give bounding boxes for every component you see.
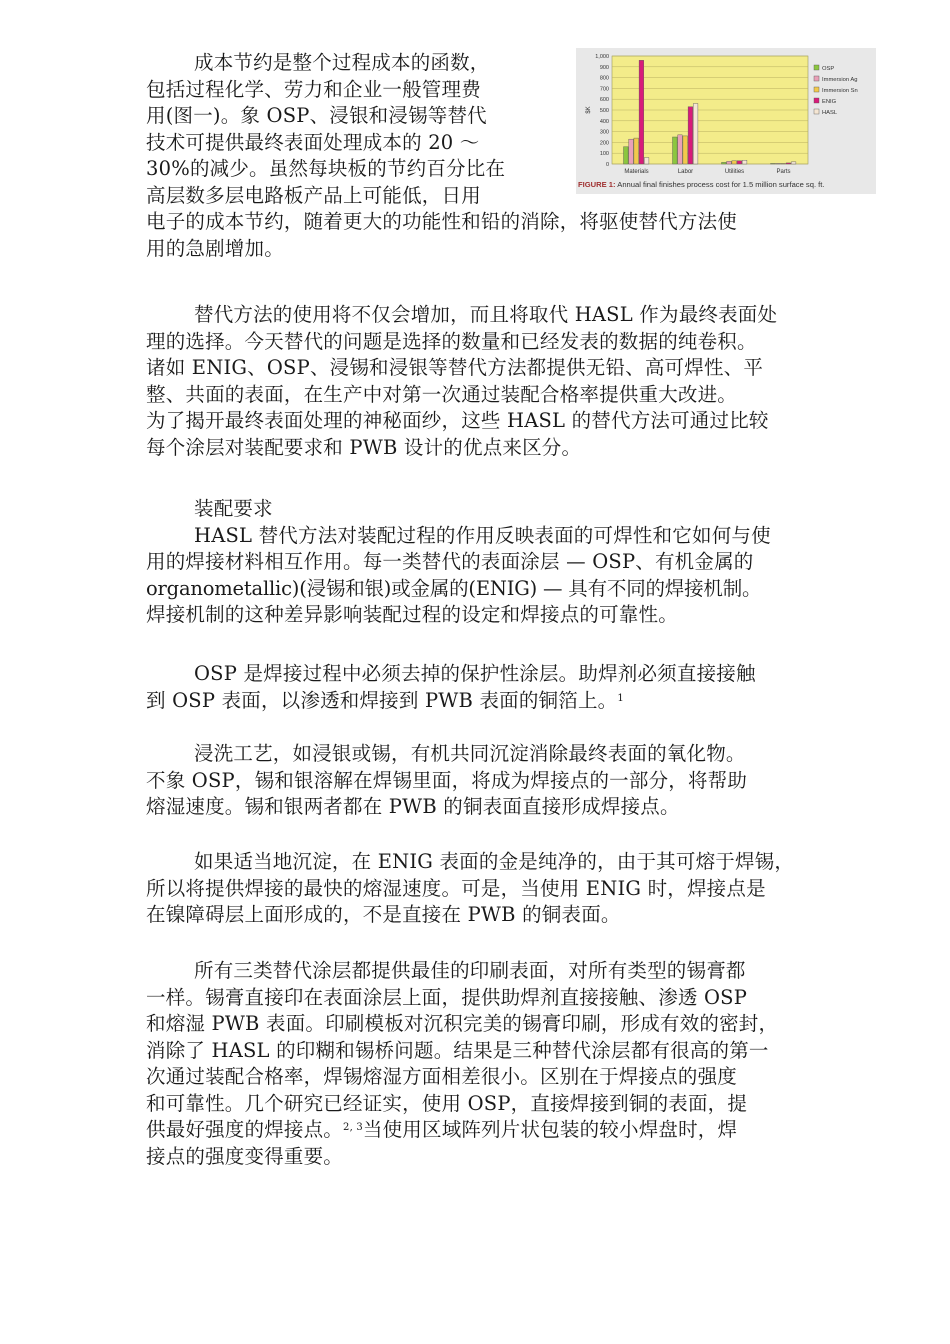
text-line [146, 688, 906, 715]
paragraph-4 [146, 661, 906, 714]
legend-label: HASL [822, 110, 838, 116]
bar [683, 136, 688, 164]
bar [644, 158, 649, 164]
y-tick-label: 700 [599, 86, 609, 93]
text-line: 包括过程化学、劳力和企业一般管理费 [146, 77, 481, 101]
text-line: 熔湿速度。锡和银两者都在 PWB 的铜表面直接形成焊接点。 [146, 795, 680, 818]
text-line: 在镍障碍层上面形成的，不是直接在 PWB 的铜表面。 [146, 903, 621, 926]
legend-swatch [814, 98, 819, 103]
text-line: 次通过装配合格率，焊锡熔湿方面相差很小。区别在于焊接点的强度 [146, 1065, 738, 1088]
y-tick-label: 200 [599, 140, 609, 147]
y-tick-label: 900 [599, 64, 609, 71]
paragraph-5 [146, 741, 906, 821]
text-line: 接点的强度变得重要。 [146, 1144, 344, 1168]
bar [624, 147, 629, 164]
bar [629, 139, 634, 164]
text-line: 诸如 ENIG、OSP、浸锡和浸银等替代方法都提供无铅、高可焊性、平 [146, 356, 764, 379]
caption-label: FIGURE 1: [578, 180, 616, 189]
bar [771, 163, 776, 164]
bar [722, 162, 727, 164]
bar [634, 138, 639, 164]
text-line: 用(图一)。象 OSP、浸银和浸锡等替代 [146, 104, 487, 127]
text-line: 替代方法的使用将不仅会增加，而且将取代 HASL 作为最终表面处 [194, 303, 778, 326]
text-line: 技术可提供最终表面处理成本的 20 ～ [146, 130, 480, 154]
text-line-content: 供最好强度的焊接点。 [146, 1118, 344, 1141]
text-line: 理的选择。今天替代的问题是选择的数量和已经发表的数据的纯卷积。 [146, 329, 757, 353]
x-tick-label: Utilities [724, 169, 745, 175]
caption-text: Annual final finishes process cost for 1.5 million surface sq. ft. [615, 180, 825, 189]
x-tick-label: Materials [624, 169, 649, 175]
x-tick-label: Labor [677, 169, 694, 175]
bar [781, 163, 786, 164]
text-line: 和可靠性。几个研究已经证实，使用 OSP，直接焊接到铜的表面，提 [146, 1091, 748, 1115]
y-tick-label: 1,000 [595, 54, 609, 60]
bar [791, 162, 796, 164]
text-line: 每个涂层对装配要求和 PWB 设计的优点来区分。 [146, 435, 582, 459]
bar [732, 161, 737, 164]
legend-label: Immersion Ag [822, 77, 858, 83]
text-line: 用的焊接材料相互作用。每一类替代的表面涂层 — OSP、有机金属的 [146, 550, 754, 573]
text-line: 和熔湿 PWB 表面。印刷模板对沉积完美的锡膏印刷，形成有效的密封， [146, 1012, 779, 1035]
text-line: HASL 替代方法对装配过程的作用反映表面的可焊性和它如何与使 [194, 523, 771, 547]
legend-swatch [814, 109, 819, 114]
footnote-ref: 1 [617, 692, 624, 704]
chart-figure [576, 48, 876, 194]
paragraph-3 [146, 496, 906, 629]
y-tick-label: 500 [599, 108, 609, 114]
bar [737, 161, 742, 164]
text-line-content: 当使用区域阵列片状包装的较小焊盘时，焊 [362, 1118, 738, 1141]
y-axis-label: $K [586, 106, 592, 114]
text-line: 焊接机制的这种差异影响装配过程的设定和焊接点的可靠性。 [146, 603, 678, 626]
bar [688, 107, 693, 164]
legend-label: Immersion Sn [822, 88, 858, 94]
text-line: 不象 OSP，锡和银溶解在焊锡里面，将成为焊接点的一部分，将帮助 [146, 768, 748, 792]
text-line: 高层数多层电路板产品上可能低，日用 [146, 183, 481, 207]
legend-swatch [814, 65, 819, 70]
legend-swatch [814, 76, 819, 81]
text-line: 一样。锡膏直接印在表面涂层上面，提供助焊剂直接接触、渗透 OSP [146, 985, 748, 1009]
paragraph-7 [146, 958, 906, 1170]
bar [727, 161, 732, 164]
figure-caption [578, 180, 825, 189]
text-line: 如果适当地沉淀，在 ENIG 表面的金是纯净的，由于其可熔于焊锡， [194, 850, 795, 873]
text-line: 用的急剧增加。 [146, 236, 284, 260]
text-line: 成本节约是整个过程成本的函数， [194, 51, 490, 74]
section-heading: 装配要求 [194, 497, 273, 520]
text-line-content: 到 OSP 表面，以渗透和焊接到 PWB 表面的铜箔上。 [146, 688, 618, 712]
text-line: 消除了 HASL 的印糊和锡桥问题。结果是三种替代涂层都有很高的第一 [146, 1038, 769, 1062]
bar [639, 60, 644, 164]
bar-chart [576, 48, 876, 178]
y-tick-label: 800 [599, 75, 609, 82]
bar [742, 160, 747, 164]
text-line: 所有三类替代涂层都提供最佳的印刷表面，对所有类型的锡膏都 [194, 959, 746, 982]
text-line: 为了揭开最终表面处理的神秘面纱，这些 HASL 的替代方法可通过比较 [146, 409, 769, 432]
y-tick-label: 0 [605, 162, 609, 168]
legend-label: OSP [822, 66, 835, 72]
text-line: organometallic)(浸锡和银)或金属的(ENIG) — 具有不同的焊接机制。 [146, 576, 762, 600]
bar [786, 163, 791, 164]
y-tick-label: 100 [599, 151, 609, 158]
text-line [146, 1117, 906, 1144]
text-line: 整、共面的表面，在生产中对第一次通过装配合格率提供重大改进。 [146, 382, 738, 406]
bar [678, 135, 683, 164]
text-line: OSP 是焊接过程中必须去掉的保护性涂层。助焊剂必须直接接触 [194, 662, 756, 685]
text-line: 浸洗工艺，如浸银或锡，有机共同沉淀消除最终表面的氧化物。 [194, 742, 746, 765]
y-tick-label: 300 [599, 129, 609, 136]
footnote-ref: 2, 3 [343, 1122, 363, 1133]
text-line: 所以将提供焊接的最快的熔湿速度。可是，当使用 ENIG 时，焊接点是 [146, 876, 766, 900]
bar [673, 137, 678, 164]
paragraph-2 [146, 302, 906, 461]
y-tick-label: 400 [599, 118, 609, 125]
text-line: 电子的成本节约，随着更大的功能性和铅的消除，将驱使替代方法使 [146, 210, 738, 233]
text-line: 30%的减少。虽然每块板的节约百分比在 [146, 157, 506, 180]
paragraph-6 [146, 849, 906, 929]
bar [693, 104, 698, 164]
legend-label: ENIG [822, 99, 837, 105]
legend-swatch [814, 87, 819, 92]
y-tick-label: 600 [599, 97, 609, 104]
bar [776, 163, 781, 164]
x-tick-label: Parts [776, 169, 791, 175]
